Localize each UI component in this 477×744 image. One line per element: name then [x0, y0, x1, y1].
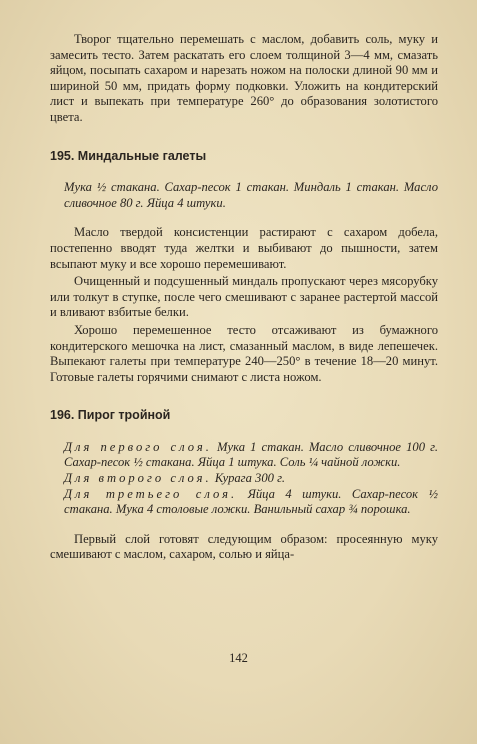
- recipe-195-ingredients: Мука ½ стакана. Сахар-песок 1 стакан. Миндаль 1 стакан. Масло сливочное 80 г. Яйца 4 штуки.: [64, 180, 438, 210]
- layer-1-label: Для первого слоя.: [64, 439, 212, 454]
- layer-2-line: [64, 471, 438, 487]
- recipe-195-step-2: Очищенный и подсушенный миндаль пропускают через мясорубку или толкут в ступке, после чего смешивают с заранее растертой массой и вливают взбитые белки.: [50, 274, 438, 320]
- recipe-196-title: 196. Пирог тройной: [50, 408, 171, 423]
- page-content: [50, 32, 438, 563]
- intro-paragraph: Творог тщательно перемешать с маслом, добавить соль, муку и замесить тесто. Затем раскатать его слоем толщиной 3—4 мм, смазать яйцом, посыпать сахаром и нарезать ножом на полоски длиной 90 мм и шириной 50 мм, придать форму подковки. Уложить на кондитерский лист и выпекать при температуре 260° до образования золотистого цвета.: [50, 32, 438, 124]
- layer-1-text: Мука 1 стакан. Масло сливочное 100 г. Сахар-песок ½ стакана. Яйца 1 штука. Соль ¼ чайной ложки.: [64, 439, 438, 470]
- layer-3-text: Яйца 4 штуки. Сахар-песок ½ стакана. Мука 4 столовые ложки. Ванильный сахар ¾ порошка.: [64, 486, 438, 517]
- recipe-195-step-1: Масло твердой консистенции растирают с сахаром добела, постепенно вводят туда желтки и выбивают до пышности, затем всыпают муку и все хорошо перемешивают.: [50, 225, 438, 271]
- page-number: 142: [229, 651, 248, 665]
- recipe-195-step-3: Хорошо перемешенное тесто отсаживают из бумажного кондитерского мешочка на лист, смазанный маслом, в виде лепешечек. Выпекают галеты при температуре 240—250° в течение 18—20 минут. Готовые галеты горячими снимают с листа ножом.: [50, 322, 438, 384]
- recipe-196-ingredients: [50, 440, 438, 518]
- layer-2-label: Для второго слоя.: [64, 471, 212, 486]
- layer-3-label: Для третьего слоя.: [64, 486, 238, 501]
- layer-2-text: Курага 300 г.: [214, 471, 285, 486]
- recipe-196-step-1: Первый слой готовят следующим образом: просеянную муку смешивают с маслом, сахаром, солью и яйца-: [50, 531, 438, 562]
- layer-3-line: [64, 487, 438, 518]
- layer-1-line: [64, 440, 438, 471]
- recipe-195-title: 195. Миндальные галеты: [50, 148, 207, 163]
